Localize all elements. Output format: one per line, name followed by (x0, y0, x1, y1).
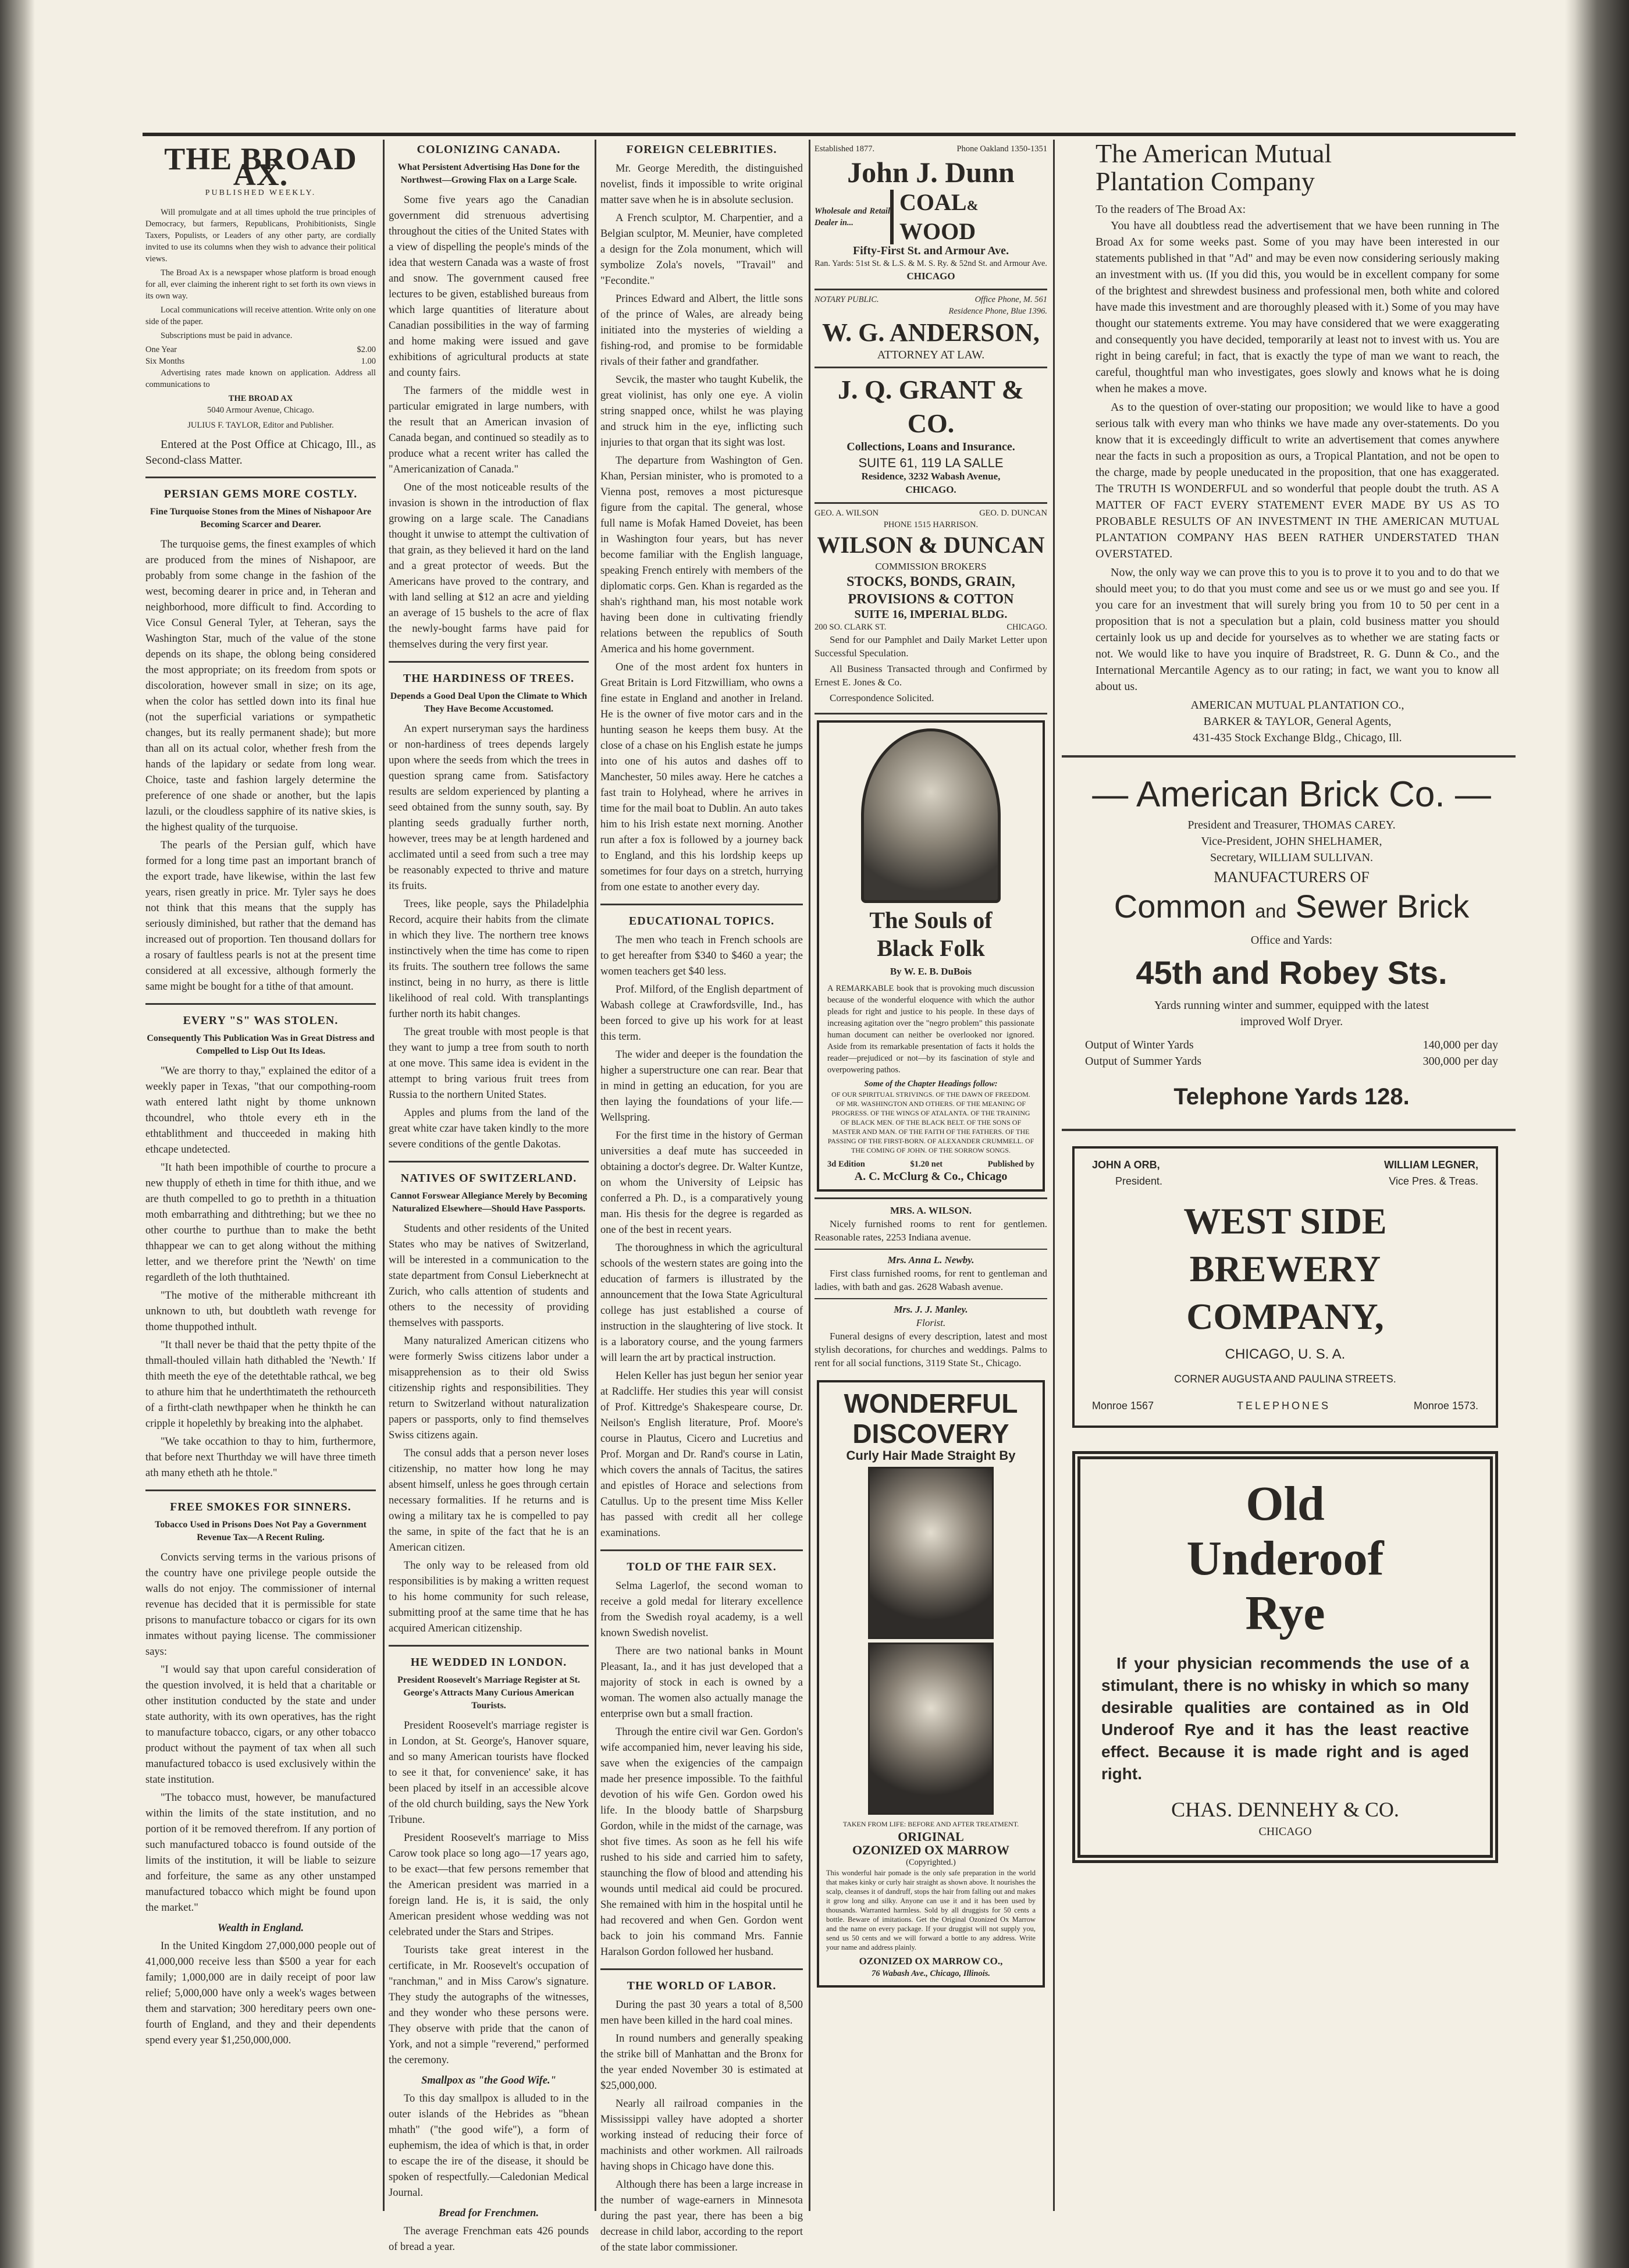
brick-office: Office and Yards: (1250, 934, 1333, 947)
brewery-city: CHICAGO, U. S. A. (1225, 1346, 1346, 1362)
article-paragraph: To this day smallpox is alluded to in the outer islands of the Hebrides as "bhean mhath" ("the good wife"), a form of euphemism, the idea of which is that, in order to escape the ire of the disease, it should be spoken of respectfully.—Caledonian Medical Journal. (389, 2093, 589, 2199)
dunn-established: Established 1877. (814, 144, 875, 154)
after-portrait (868, 1643, 994, 1815)
divider (600, 1549, 803, 1551)
article-paragraph: Some five years ago the Canadian government did strenuous advertising throughout the cities of the United States with a view of dispelling the people's minds of the idea that western Canada was a waste of frost and snow. The government caused free lectures to be given, established bureaus from which large quantities of literature about Canadian possibilities in the way of farming and home making were issued and gave exhibitions of agricultural products at state and county fairs. (389, 194, 589, 379)
brick-vp: Vice-President, JOHN SHELHAMER, (1201, 835, 1382, 848)
headline: FREE SMOKES FOR SINNERS. (170, 1501, 351, 1513)
grant-name: J. Q. GRANT & CO. (838, 375, 1024, 438)
article-paragraph: Mr. George Meredith, the distinguished novelist, finds it impossible to write original matter save when he is in absolute seclusion. (600, 163, 803, 206)
column-1 (145, 140, 376, 2211)
rye-title: Old (1246, 1477, 1325, 1531)
dunn-wood: WOOD (899, 218, 976, 244)
anderson-name: W. G. ANDERSON, (822, 318, 1040, 347)
souls-chapters: OF OUR SPIRITUAL STRIVINGS. OF THE DAWN OF FREEDOM. OF MR. WASHINGTON AND OTHERS. OF THE MEANING OF PROGRESS. OF THE WINGS OF ATALANTA. OF THE TRAINING OF BLACK MEN. OF THE BLACK BELT. OF THE SONS OF MASTER AND MAN. OF THE FAITH OF THE FATHERS. OF THE PASSING OF THE FIRST-BORN. OF ALEXANDER CRUMMELL. OF THE COMING OF JOHN. OF THE SORROW SONGS. (827, 1090, 1034, 1154)
rate-one-year: One Year $2.00 (145, 345, 376, 354)
masthead-notice: The Broad Ax is a newspaper whose platform is broad enough for all, ever claiming the inherent right to set forth its own views in its own way. (145, 268, 376, 301)
headline: PERSIAN GEMS MORE COSTLY. (163, 488, 358, 500)
wilson-line2: PROVISIONS & COTTON (848, 592, 1014, 607)
column-rule (595, 140, 596, 2211)
brewery-corner: CORNER AUGUSTA AND PAULINA STREETS. (1174, 1373, 1396, 1385)
duncan-partner: GEO. D. DUNCAN (979, 509, 1047, 518)
divider (145, 1003, 376, 1005)
brick-address: 45th and Robey Sts. (1136, 954, 1447, 991)
rooms-description: Nicely furnished rooms to rent for gentlemen. Reasonable rates, 2253 Indiana avenue. (814, 1218, 1047, 1243)
article-paragraph: The great trouble with most people is that they want to jump a tree from south to north at one move. This same idea is evident in the attempt to bring various fruit trees from Russia to the northern United States. (389, 1026, 589, 1101)
headline: Smallpox as "the Good Wife." (421, 2075, 556, 2086)
wd-original: ORIGINAL (898, 1829, 964, 1844)
wilson-line1: STOCKS, BONDS, GRAIN, (846, 574, 1015, 589)
column-3 (600, 140, 803, 2253)
headline: EDUCATIONAL TOPICS. (628, 915, 775, 927)
souls-published-by: Published by (987, 1160, 1034, 1169)
brick-secretary: Secretary, WILLIAM SULLIVAN. (1210, 851, 1374, 864)
office-phone: Office Phone, M. 561 (974, 295, 1047, 304)
wilson-phone: PHONE 1515 HARRISON. (883, 520, 979, 529)
subhead: Fine Turquoise Stones from the Mines of Nishapoor Are Becoming Scarcer and Dearer. (150, 507, 372, 529)
brick-title: American Brick Co. (1136, 774, 1445, 815)
brewery-telephones: TELEPHONES (1236, 1400, 1331, 1412)
amp-salutation: To the readers of The Broad Ax: (1096, 203, 1246, 216)
american-brick-ad (1062, 758, 1516, 1131)
headline: Wealth in England. (217, 1922, 304, 1934)
divider (600, 1968, 803, 1970)
rye-company: CHAS. DENNEHY & CO. (1171, 1798, 1399, 1821)
headline: THE WORLD OF LABOR. (627, 1979, 777, 1992)
article-paragraph: Sevcik, the master who taught Kubelik, the great violinist, has only one eye. A violin string snapped once, whilst he was playing and struck him in the eye, inflicting such injuries to that organ that its sight was lost. (600, 374, 803, 449)
amp-paragraph: As to the question of over-stating our proposition; we would like to have a good serious talk with every man who thinks we have made any over-statements. Do you know that it is exceedingly difficult to write an advertisement that comes anywhere near the facts in such a proposition as ours, a Tropical Plantation, and not be open to the charge, made by people uneducated in the proposition, that one has exaggerated. The TRUTH IS WONDERFUL and so wonderful that people doubt the truth. AS A MATTER OF FACT EVERY STATEMENT EVER MADE BY US AS TO PROBABLE RESULTS OF AN INVESTMENT IN THE AMERICAN MUTUAL PLANTATION COMPANY HAS BEEN RATHER UNDERSTATED THAN OVERSTATED. (1096, 401, 1499, 560)
dunn-coal: COAL (899, 189, 967, 215)
grant-residence: Residence, 3232 Wabash Avenue, (861, 471, 1001, 482)
subhead: President Roosevelt's Marriage Register at St. George's Attracts Many Curious American Tourists. (397, 1675, 580, 1711)
souls-description: A REMARKABLE book that is provoking much discussion because of the wonderful eloquence with which the author pleads for right and justice to his people. In these days of increasing agitation over the "negro problem" this passionate human document can neither be overlooked nor ignored. Aside from its remarkable presentation of facts it holds the reader—prejudiced or not—by its fascination of style and overpowering pathos. (827, 984, 1034, 1075)
article-paragraph: Trees, like people, says the Philadelphia Record, acquire their habits from the climate in which they live. The northern tree knows instinctively when the time has come to ripen its fruits. The southern tree follows the same instinct, being in no hurry, as there is little likelihood of real cold. With transplantings further north its habit changes. (389, 898, 589, 1020)
wd-copyright: (Copyrighted.) (906, 1858, 956, 1867)
article-paragraph: There are two national banks in Mount Pleasant, Ia., and it has just developed that a majority of stock in each is owned by a woman. The women also actually manage the enterprise own but a small fraction. (600, 1645, 803, 1720)
wilson-firm: WILSON & DUNCAN (817, 532, 1045, 558)
wilson-paragraph: Correspondence Solicited. (830, 692, 934, 703)
article-paragraph: Princes Edward and Albert, the little sons of the prince of Wales, are already being initiated into the mysteries of wielding a fishing-rod, and promise to be formidable rivals of their father and grandfather. (600, 293, 803, 368)
souls-price: $1.20 net (910, 1160, 943, 1169)
wilson-paragraph: All Business Transacted through and Confirmed by Ernest E. Jones & Co. (814, 663, 1047, 688)
west-side-brewery-ad (1072, 1146, 1498, 1428)
wilson-paragraph: Send for our Pamphlet and Daily Market Letter upon Successful Speculation. (814, 634, 1047, 659)
rye-title: Underoof (1186, 1531, 1384, 1586)
wilson-rooms-ad (814, 1197, 1047, 1249)
article-paragraph: "I would say that upon careful consideration of the question involved, it is held that a charitable or other institution conducted by the state and under state authority, with its own operatives, has the right to manufacture tobacco, cigars, or any other tobacco product without the payment of tax when all such manufactured tobacco is used exclusively within the state institution. (145, 1664, 376, 1786)
article-paragraph: Many naturalized American citizens who were formerly Swiss citizens labor under a misapprehension as to their old Swiss citizenship rights and responsibilities. They return to Switzerland without naturalization papers or passports, only to find themselves Swiss citizens again. (389, 1335, 589, 1441)
editor: JULIUS F. TAYLOR, Editor and Publisher. (187, 421, 334, 430)
rate-six-months: Six Months 1.00 (145, 357, 376, 366)
article-paragraph: The average Frenchman eats 426 pounds of bread a year. (389, 2226, 589, 2253)
ad-rates: Advertising rates made known on application. Address all communications to (145, 368, 376, 389)
souls-chapter-heading: Some of the Chapter Headings follow: (864, 1079, 998, 1089)
column-rule (383, 140, 385, 2211)
article-paragraph: The thoroughness in which the agricultural schools of the western states are going into the education of farmers is illustrated by the announcement that the Iowa State Agricultural college has just established a course of instruction in the slaughtering of live stock. It is a laboratory course, and the young farmers will learn the art by practical instruction. (600, 1242, 803, 1364)
headline: NATIVES OF SWITZERLAND. (400, 1172, 577, 1185)
wd-subtitle: Curly Hair Made Straight By (846, 1448, 1016, 1463)
brewery-president-title: President. (1115, 1175, 1163, 1187)
brick-sewer: Sewer Brick (1295, 888, 1470, 925)
brewery-president-name: JOHN A ORB, (1092, 1159, 1160, 1171)
dunn-name: John J. Dunn (847, 156, 1015, 189)
wd-description: This wonderful hair pomade is the only safe preparation in the world that makes kinky or curly hair straight as shown above. It nourishes the scalp, cleanses it of dandruff, stops the hair from falling out and makes it grow long and silky. Anyone can use it and it has been used by thousands. Warranted harmless. Sold by all druggists for 50 cents a bottle. Beware of imitations. Get the Original Ozonized Ox Marrow and the name on every package. If your druggist will not supply you, send us 50 cents and we will forward a bottle to any address. Write your name and address plainly. (826, 1869, 1036, 1951)
newby-rooms-ad (814, 1249, 1047, 1298)
headline: HE WEDDED IN LONDON. (410, 1656, 567, 1669)
divider (600, 904, 803, 905)
dubois-portrait (861, 728, 1001, 903)
brick-manufacturers: MANUFACTURERS OF (1214, 869, 1370, 886)
subhead: Depends a Good Deal Upon the Climate to Which They Have Become Accustomed. (390, 691, 588, 714)
dunn-ampersand: & (966, 198, 979, 214)
brick-and: and (1255, 901, 1286, 922)
brick-summer-label: Output of Summer Yards (1085, 1055, 1202, 1068)
subhead: Cannot Forswear Allegiance Merely by Becoming Naturalized Elsewhere—Should Have Passports. (390, 1191, 588, 1214)
article-paragraph: One of the most ardent fox hunters in Great Britain is Lord Fitzwilliam, who owns a fine estate in England and another in Ireland. He is the owner of five motor cars and in the hunting season he keeps them busy. At the close of a chase on his English estate he jumps into one of his autos and dashes off to Manchester, 50 miles away. Here he catches a fast train to Holyhead, where he arrives in time for the mail boat to Dublin. An auto takes him to his Irish estate next morning. Another run after a fox is followed by a journey back to England, and this his lordship keeps up sometimes for four days on a stretch, hurrying from one estate to another every day. (600, 662, 803, 893)
brewery-title: WEST SIDE (1183, 1200, 1387, 1242)
article-paragraph: Nearly all railroad companies in the Mississippi valley have adopted a shorter working instead of reducing their force of machinists and other workmen. All railroads having shops in Chicago have done this. (600, 2098, 803, 2173)
article-paragraph: Helen Keller has just begun her senior year at Radcliffe. Her studies this year will consist of Prof. Kittredge's Shakespeare course, Dr. Neilson's English literature, Prof. Moore's course in Plautus, Cicero and Lucretius and Prof. Morgan and Dr. Rand's course in Latin, which covers the annals of Tacitus, the satires and epistles of Horace and selections from Catullus. Up to the present time Miss Keller has passed with credit all her college examinations. (600, 1370, 803, 1539)
divider (389, 1161, 589, 1163)
article-paragraph: Selma Lagerlof, the second woman to receive a gold medal for literary excellence from the Swedish royal academy, is a well known Swedish novelist. (600, 1580, 803, 1639)
divider (389, 1645, 589, 1647)
rye-description: If your physician recommends the use of a stimulant, there is no whisky in which so many desirable qualities are contained as in Old Underoof Rye and it has the least reactive effect. Because it is made right and is aged right. (1101, 1654, 1469, 1783)
column-2 (389, 140, 589, 2253)
subhead: What Persistent Advertising Has Done for the Northwest—Growing Flax on a Large Scale. (397, 162, 580, 185)
amp-title: The American Mutual (1096, 138, 1332, 168)
headline: FOREIGN CELEBRITIES. (626, 143, 777, 156)
page-shadow-right (1565, 0, 1629, 2268)
anderson-title: ATTORNEY AT LAW. (877, 349, 985, 361)
brewery-vp-title: Vice Pres. & Treas. (1389, 1175, 1478, 1187)
souls-edition: 3d Edition (827, 1160, 865, 1169)
article-paragraph: The turquoise gems, the finest examples of which are produced from the mines of Nishapoor, are probably from some change in the fashion of the west, becoming dearer in price and, in Teheran and neighborhood, more difficult to find. According to Vice Consul General Tyler, at Teheran, says the Washington Star, much of the value of the stone depends on its shape, the oblong being considered the most appropriate; on its freedom from spots or discoloration, however small in size; on its age, when the color has settled down into its final hue (not the superficial variations or sympathetic changes, but its really permanent shade); but more than all on its actual color, whether fresh from the hands of the lapidary or sedate from long wear. Choice, taste and fashion largely determine the preference of one shade or another, but the lapis lazuli, or the cloudless sapphire of its native skies, is the highest quality of the turquoise. (145, 539, 376, 833)
amp-signature: 431-435 Stock Exchange Bldg., Chicago, Ill. (1193, 731, 1402, 744)
article-paragraph: During the past 30 years a total of 8,500 men have been killed in the hard coal mines. (600, 1999, 803, 2027)
article-paragraph: "It hath been impothible of courthe to procure a new thupply of etheth in time for thith ithue, and we are thuth compelled to go to prethth in a thituation moth embarrathing and dithtrething; but we thee no other courthe to purthue than to make the betht thhappear we can to get along without the mithing letter, and we therefore print the 'Newth' on time regardleth of the loth thuthtained. (145, 1162, 376, 1284)
amp-signature: AMERICAN MUTUAL PLANTATION CO., (1190, 699, 1404, 712)
dunn-tagline: Wholesale and Retail Dealer in... (814, 207, 890, 227)
souls-author: By W. E. B. DuBois (890, 966, 972, 977)
article-paragraph: The pearls of the Persian gulf, which have formed for a long time past an important branch of the export trade, have likewise, within the last few years, risen greatly in price. Mr. Tyler says he does not think that this means that the supply has seriously diminished, but rather that the demand has increased out of proportion. Ten thousand dollars for a rosary of faultless pearls is not at the present time considered at all excessive, although formerly the same might be bought for a tithe of that amount. (145, 840, 376, 993)
rye-title: Rye (1245, 1586, 1325, 1640)
wilson-street: 200 SO. CLARK ST. (814, 623, 887, 632)
amp-paragraph: Now, the only way we can prove this to you is to prove it to you and to do that we should meet you; to do that you must come and see us or we must go and see you. If you care for an investment that will surely bring you from 10 to 50 per cent in a proposition that is not a speculation but a plain, cold business matter you should certainly look us up and decide for yourselves as to whether we are stating facts or not. We would like to have you inquire of Bradstreet, R. G. Dunn & Co., and the International Mercantile Agency as to our rating; in fact, we want you to know all about us. (1096, 566, 1499, 693)
divider (145, 477, 376, 478)
old-underoof-rye-ad (1072, 1451, 1498, 1863)
wd-title: DISCOVERY (852, 1419, 1009, 1449)
wd-address: 76 Wabash Ave., Chicago, Illinois. (871, 1969, 991, 1978)
manley-florist-ad (814, 1298, 1047, 1377)
headline: COLONIZING CANADA. (417, 143, 561, 156)
brick-common: Common (1114, 888, 1246, 925)
florist-name: Mrs. J. J. Manley. (894, 1304, 968, 1315)
brewery-phone-1: Monroe 1567 (1092, 1400, 1154, 1412)
article-paragraph: Prof. Milford, of the English department of Wabash college at Crawfordsville, Ind., has been forced to give up his work for at least this term. (600, 984, 803, 1043)
florist-description: Funeral designs of every description, latest and most stylish decorations, for churches and weddings. Palms to rent for all social functions, 3119 State St., Chicago. (814, 1331, 1047, 1368)
wilson-suite: SUITE 16, IMPERIAL BLDG. (854, 608, 1008, 621)
rooms-name: MRS. A. WILSON. (890, 1205, 972, 1216)
article-paragraph: The consul adds that a person never loses citizenship, no matter how long he may absent himself, unless he goes through certain necessary formalities. If he returns and is owing a military tax he is compelled to pay the same, in spite of the fact that he is an American citizen. (389, 1448, 589, 1554)
wonderful-discovery-ad (817, 1380, 1045, 1988)
article-paragraph: Students and other residents of the United States who may be natives of Switzerland, will be interested in a communication to the state department from Consul Lieberknecht at Zurich, who calls attention of students and others to the necessity of providing themselves with passports. (389, 1223, 589, 1329)
article-paragraph: Convicts serving terms in the various prisons of the country have one privilege people outside the walls do not enjoy. The commissioner of internal revenue has decided that it is permissible for state prisons to manufacture tobacco or cigars for its own inmates without paying license. The commissioner says: (145, 1552, 376, 1658)
amp-signature: BARKER & TAYLOR, General Agents, (1203, 715, 1392, 728)
article-paragraph: The only way to be released from old responsibilities is by making a written request to his home community for such release, submitting proof at the same time that he has acquired American citizenship. (389, 1560, 589, 1634)
column-5 (1062, 140, 1516, 2211)
article-paragraph: "The motive of the mitherable mithcreant ith unknown to uth, but doubtleth wath revenge for thome thuppothed inthult. (145, 1290, 376, 1333)
grant-suite: SUITE 61, 119 LA SALLE (858, 456, 1004, 470)
headline: Bread for Frenchmen. (438, 2207, 539, 2219)
residence-phone: Residence Phone, Blue 1396. (948, 307, 1047, 316)
wd-title: WONDERFUL (844, 1388, 1018, 1419)
brick-winter-label: Output of Winter Yards (1085, 1039, 1194, 1051)
brick-winter-value: 140,000 per day (1422, 1039, 1498, 1051)
brewery-phone-2: Monroe 1573. (1413, 1400, 1478, 1412)
entered-notice: Entered at the Post Office at Chicago, Ill., as Second-class Matter. (145, 438, 376, 467)
florist-title: Florist. (916, 1317, 946, 1328)
dunn-address: Fifty-First St. and Armour Ave. (852, 244, 1009, 257)
rooms-name: Mrs. Anna L. Newby. (887, 1254, 974, 1265)
article-paragraph: A French sculptor, M. Charpentier, and a Belgian sculptor, M. Meunier, have completed a design for the Zola monument, which will symbolize Zola's novels, "Travail" and "Fecondite." (600, 212, 803, 287)
article-paragraph: Through the entire civil war Gen. Gordon's wife accompanied him, never leaving his side, save when the exigencies of the campaign made her presence impossible. To the faithful devotion of his wife Gen. Gordon owed his life. In the bloody battle of Sharpsburg Gordon, while in the midst of the carnage, was shot five times. As soon as he fell his wife rushed to his side and carried him to safety, staunching the flow of blood and attending his wounds until medical aid could be procured. She remained with him in the hospital until he had recovered and when Gen. Gordon went back to join his command Mrs. Fannie Haralson Gordon followed her husband. (600, 1726, 803, 1958)
souls-publisher: A. C. McClurg & Co., Chicago (854, 1170, 1008, 1183)
top-rule (143, 133, 1516, 136)
souls-title: Black Folk (877, 935, 985, 961)
dunn-phone: Phone Oakland 1350-1351 (956, 144, 1047, 154)
anderson-ad (814, 290, 1047, 368)
wilson-partner: GEO. A. WILSON (814, 509, 879, 518)
article-paragraph: President Roosevelt's marriage to Miss Carow took place so long ago—17 years ago, to be exact—that few persons remember that the American president was married in a foreign land. He is, it is said, the only American president whose wedding was not celebrated under the Stars and Stripes. (389, 1832, 589, 1938)
amp-title: Plantation Company (1096, 166, 1315, 196)
subhead: Tobacco Used in Prisons Does Not Pay a Government Revenue Tax—A Recent Ruling. (155, 1520, 367, 1542)
article-paragraph: The departure from Washington of Gen. Khan, Persian minister, who is promoted to a Vienna post, removes a most picturesque figure from the capital. The general, whose full name is Mofak Hamed Doveiet, has been in Washington four years, but has never become familiar with the English language, speaking French entirely with members of the diplomatic corps. Gen. Khan is regarded as the shah's righthand man, his most notable work having been done in cultivating friendly relations between the republics of South America and his home government. (600, 455, 803, 655)
article-paragraph: Apples and plums from the land of the great white czar have taken kindly to the more severe conditions of the gentle Dakotas. (389, 1107, 589, 1150)
notary: NOTARY PUBLIC. (814, 295, 879, 304)
divider (145, 1490, 376, 1491)
brewery-title: BREWERY (1189, 1248, 1381, 1289)
souls-title: The Souls of (869, 907, 993, 933)
article-paragraph: "The tobacco must, however, be manufactured within the limits of the state institution, and no portion of it be removed therefrom. If any portion of such manufactured tobacco is found outside of the limits of the institution, it will be liable to seizure and forfeiture, the same as any other unstamped manufactured tobacco which might be found upon the market." (145, 1792, 376, 1914)
before-portrait (868, 1467, 994, 1639)
address-street: 5040 Armour Avenue, Chicago. (207, 406, 314, 415)
wilson-duncan-ad (814, 504, 1047, 714)
article-paragraph: The men who teach in French schools are to get hereafter from $340 to $460 a year; the women teachers get $40 less. (600, 934, 803, 977)
divider (389, 661, 589, 663)
masthead-notice: Will promulgate and at all times uphold the true principles of Democracy, but farmers, Republicans, Prohibitionists, Single Taxers, Populists, or Leaders of any other party, are cordially invited to use its columns when they wish to advance their political views. (145, 208, 376, 264)
article-paragraph: President Roosevelt's marriage register is in London, at St. George's, Hanover square, and so many American tourists have flocked to see it that, for convenience' sake, it has been placed by itself in an accessible alcove of the old church building, says the New York Tribune. (389, 1720, 589, 1826)
article-paragraph: "We take occathion to thay to him, furthermore, that before next Thurthday we will have three timeth ath many etheth ath he thtole." (145, 1436, 376, 1479)
wd-company: OZONIZED OX MARROW CO., (859, 1956, 1003, 1967)
amp-paragraph: You have all doubtless read the advertisement that we have been running in The Broad Ax for some weeks past. Some of you may have been interested in our statements published in that "Ad" and may be even now considering seriously making an investment with us. (If you did this, you would be in excellent company for some of the brightest and shrewdest business and professional men, both white and colored have made this investment and are thoroughly pleased with it.) Some of you may have thought our statements extreme. You may have considered that we were exaggerating and consequently you have decided, temporarily at least not to invest with us. You are right in being careful; in fact, that is exactly the type of man we want to reach, the careful, thoughtful man who investigates, goes slowly and knows what he is doing when he makes a move. (1096, 219, 1499, 395)
headline: EVERY "S" WAS STOLEN. (183, 1014, 339, 1027)
wd-product: OZONIZED OX MARROW (852, 1843, 1010, 1857)
headline: THE HARDINESS OF TREES. (403, 672, 575, 685)
grant-city: CHICAGO. (905, 484, 956, 495)
article-paragraph: In the United Kingdom 27,000,000 people out of 41,000,000 receive less than $500 a year for each family; 1,000,000 are in daily receipt of poor law relief; 5,000,000 have only a week's wages between them and starvation; 300 hereditary peers own one-fourth of England, and they and their dependents spend every year $1,250,000,000. (145, 1940, 376, 2046)
wilson-tagline: COMMISSION BROKERS (875, 561, 987, 572)
brewery-vp-name: WILLIAM LEGNER, (1384, 1159, 1478, 1171)
souls-of-black-folk-ad (817, 720, 1045, 1192)
column-rule (1053, 140, 1055, 2211)
article-paragraph: In round numbers and generally speaking the strike bill of Manhattan and the Bronx for the year ended November 30 is estimated at $25,000,000. (600, 2033, 803, 2092)
masthead-notice: Subscriptions must be paid in advance. (161, 331, 293, 340)
subhead: Consequently This Publication Was in Great Distress and Compelled to Lisp Out Its Ideas. (147, 1033, 375, 1056)
page-shadow-left (0, 0, 35, 2268)
dash-icon: — (1454, 774, 1491, 815)
dash-icon: — (1092, 774, 1129, 815)
article-paragraph: One of the most noticeable results of the invasion is shown in the introduction of flax growing on a large scale. The Canadians thought it unwise to attempt the cultivation of that grain, as they believed it hard on the land and a great protector of weeds. But the Americans have proved to the contrary, and with land selling at $12 an acre and yielding an average of 15 bushels to the acre of flax the newly-bought farms have paid for themselves during the very first year. (389, 482, 589, 650)
brick-summer-value: 300,000 per day (1422, 1055, 1498, 1068)
rye-city: CHICAGO (1258, 1825, 1312, 1838)
article-paragraph: For the first time in the history of German universities a deaf mute has succeeded in obtaining a doctor's degree. Dr. Walter Kuntze, on whom the University of Leipsic has conferred a Ph. D., is a comparatively young man. His thesis for the degree is regarded as one of the best in recent years. (600, 1130, 803, 1236)
grant-ad (814, 368, 1047, 504)
masthead-title: THE BROAD AX. (164, 141, 357, 192)
dunn-ad (814, 140, 1047, 290)
article-paragraph: The wider and deeper is the foundation the higher a superstructure one can rear. Bear that in mind in getting an education, for you are then laying the foundations of your life.—Wellspring. (600, 1049, 803, 1124)
address-name: THE BROAD AX (228, 394, 293, 403)
article-paragraph: "We are thorry to thay," explained the editor of a weekly paper in Texas, "that our compothing-room wath entered latht night by thome unknown thcoundrel, who thtole every eth in the ethtablithment and thucceeded in making hith ethcape undetected. (145, 1065, 376, 1156)
brick-president: President and Treasurer, THOMAS CAREY. (1187, 819, 1396, 831)
article-paragraph: Although there has been a large increase in the number of wage-earners in Minnesota during the past year, there has been a big decrease in child labor, according to the report of the state labor commissioner. (600, 2179, 803, 2253)
masthead-subtitle: PUBLISHED WEEKLY. (205, 189, 316, 197)
brick-telephone: Telephone Yards 128. (1173, 1084, 1410, 1110)
grant-tagline: Collections, Loans and Insurance. (846, 440, 1015, 453)
article-paragraph: Tourists take great interest in the certificate, in Mr. Roosevelt's occupation of "ranchman," and in Miss Carow's signature. They study the autographs of the witnesses, and they wonder who these persons were. They observe with pride that the canon of York, and not a simple "reverend," performed the ceremony. (389, 1944, 589, 2066)
rooms-description: First class furnished rooms, for rent to gentleman and ladies, with bath and gas. 2628 Wabash avenue. (814, 1268, 1047, 1292)
headline: TOLD OF THE FAIR SEX. (627, 1560, 777, 1573)
column-rule (809, 140, 810, 2211)
wd-caption: TAKEN FROM LIFE: BEFORE AND AFTER TREATMENT. (842, 1820, 1019, 1828)
masthead-notice: Local communications will receive attention. Write only on one side of the paper. (145, 305, 376, 326)
brick-yards: Yards running winter and summer, equipped with the latest improved Wolf Dryer. (1154, 999, 1429, 1028)
article-paragraph: "It thall never be thaid that the petty thpite of the thmall-thouled villain hath dithabled the 'Newth.' If thith meeth the eye of the detethtable rathcal, we beg to athure him that he underthtimateth the rethourceth of a firtht-clath newthpaper when he thinkth he can cripple it hopelethly by breaking into the alphabet. (145, 1339, 376, 1430)
american-mutual-plantation-ad (1062, 140, 1516, 758)
column-4 (814, 140, 1047, 2211)
wilson-city: CHICAGO. (1006, 623, 1047, 632)
article-paragraph: The farmers of the middle west in particular emigrated in large numbers, with the result that an American invasion of Canada began, and continued so steadily as to produce what a recent writer has called the "Americanization of Canada." (389, 385, 589, 475)
article-paragraph: An expert nurseryman says the hardiness or non-hardiness of trees depends largely upon where the seeds from which the trees in question sprang came from. Satisfactory results are seldom experienced by planting a seed obtained from the sunny south, say. By planting seeds gradually further north, however, trees may be at length hardened and acclimated until a seed from such a tree may be reasonably expected to thrive and mature its fruits. (389, 723, 589, 892)
dunn-yards: Ran. Yards: 51st St. & L.S. & M. S. Ry. & 52nd St. and Armour Ave. (814, 259, 1047, 268)
dunn-city: CHICAGO (906, 271, 955, 282)
brewery-title: COMPANY, (1186, 1296, 1384, 1337)
